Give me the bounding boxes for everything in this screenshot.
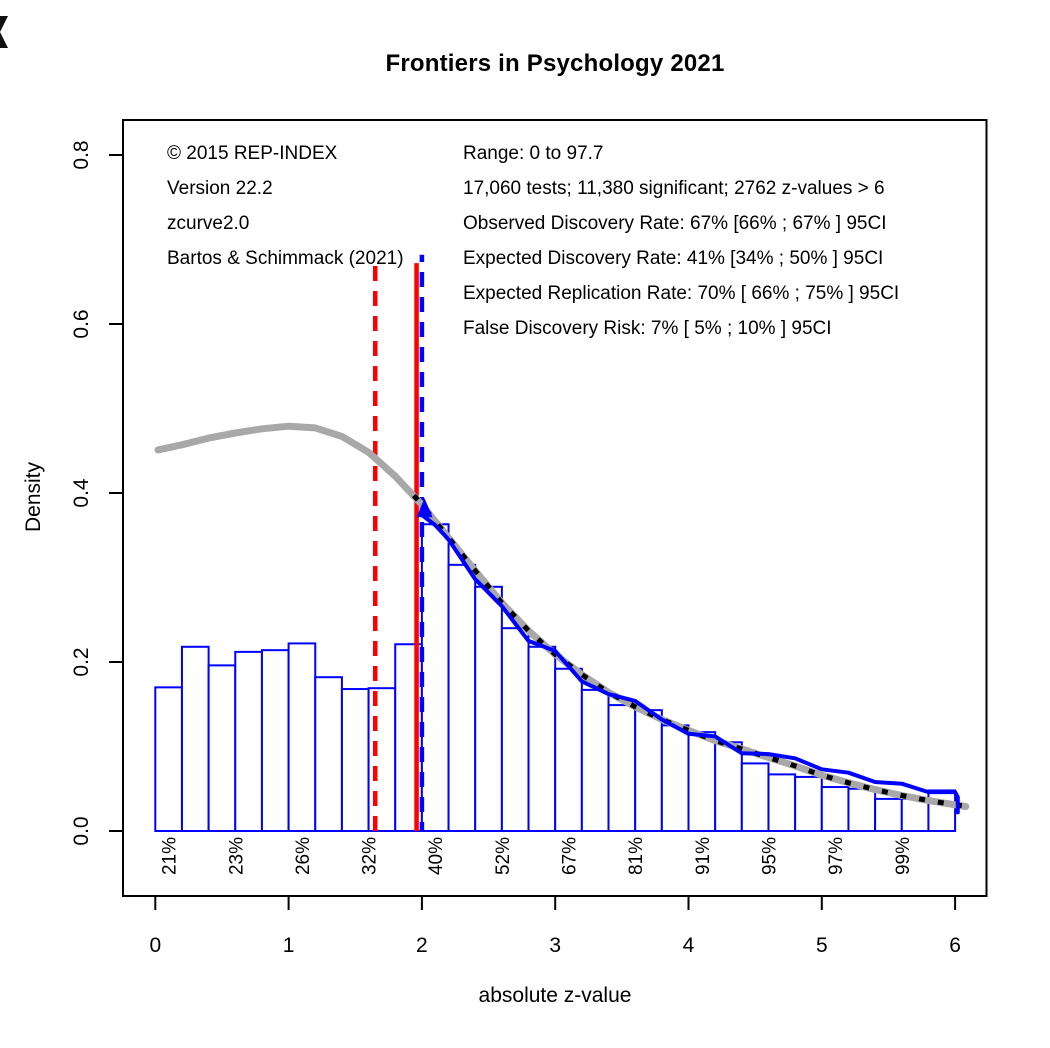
x-axis-tick-label: 1 (282, 934, 295, 957)
stat-test-counts: 17,060 tests; 11,380 significant; 2762 z-values > 6 (463, 178, 885, 199)
power-percent-label: 23% (226, 837, 248, 876)
histogram-bar (315, 677, 342, 831)
y-axis-tick-label: 0.8 (70, 140, 93, 170)
histogram-bar (848, 789, 875, 831)
credits-block (167, 136, 404, 276)
credit-line-zcurve: zcurve2.0 (167, 213, 250, 234)
credit-line-version: Version 22.2 (167, 178, 273, 199)
x-axis-tick-label: 6 (949, 934, 961, 957)
y-axis-tick-label: 0.6 (70, 309, 93, 339)
histogram-bar (289, 643, 316, 831)
stat-expected-replication: Expected Replication Rate: 70% [ 66% ; 75% ] 95CI (463, 283, 900, 304)
histogram-bar (262, 650, 289, 831)
histogram-bar (928, 790, 955, 831)
x-axis-tick-label: 2 (416, 934, 428, 957)
power-percent-label: 97% (826, 837, 848, 876)
y-axis-tick-label: 0.2 (70, 647, 93, 677)
histogram-bar (715, 742, 742, 831)
x-axis-title: absolute z-value (478, 984, 632, 1007)
y-axis-title: Density (22, 461, 45, 533)
stat-expected-discovery: Expected Discovery Rate: 41% [34% ; 50% ] 95CI (463, 248, 884, 269)
stat-range: Range: 0 to 97.7 (463, 143, 604, 164)
stat-observed-discovery: Observed Discovery Rate: 67% [66% ; 67% ] 95CI (463, 213, 887, 234)
histogram-bar (502, 628, 529, 831)
chart-title: Frontiers in Psychology 2021 (385, 50, 725, 77)
power-percent-label: 67% (559, 837, 581, 876)
power-percent-label: 91% (692, 837, 714, 876)
x-axis-tick-label: 0 (149, 934, 162, 957)
power-percent-label: 52% (492, 837, 514, 876)
power-percent-label: 40% (426, 837, 448, 876)
credit-line-citation: Bartos & Schimmack (2021) (167, 248, 404, 269)
histogram-bar (822, 787, 849, 831)
power-percent-label: 81% (626, 837, 648, 876)
histogram-bar (555, 669, 582, 831)
x-axis-tick-label: 3 (549, 934, 562, 957)
histogram-bar (635, 710, 662, 831)
histogram-bar (155, 687, 182, 831)
histogram-bar (475, 587, 502, 831)
histogram-bar (609, 705, 636, 831)
power-percent-label: 32% (359, 837, 381, 876)
x-axis-tick-label: 5 (815, 934, 828, 957)
histogram-bar (689, 732, 716, 831)
power-percent-label: 99% (892, 837, 914, 876)
histogram-bar (529, 647, 556, 831)
histogram-bar (875, 799, 902, 831)
histogram-bar (422, 524, 449, 831)
histogram-bar (742, 763, 769, 831)
histogram-bar (235, 652, 262, 831)
y-axis-tick-label: 0.4 (70, 478, 93, 508)
power-percent-label: 26% (292, 837, 314, 876)
histogram-bar (449, 565, 476, 831)
histogram-bar (582, 690, 609, 831)
y-axis-tick-label: 0.0 (70, 816, 93, 846)
histogram-bar (795, 777, 822, 831)
stat-false-discovery-risk: False Discovery Risk: 7% [ 5% ; 10% ] 95CI (463, 318, 832, 339)
histogram-bar (209, 665, 236, 831)
histogram-bar (662, 725, 689, 831)
histogram-bar (369, 688, 396, 831)
histogram-bar (768, 774, 795, 831)
histogram-bar (902, 799, 929, 831)
histogram-bar (182, 647, 209, 831)
statistics-block (463, 136, 899, 346)
power-percent-label: 21% (159, 837, 181, 876)
x-axis-tick-label: 4 (682, 934, 695, 957)
power-percent-label: 95% (759, 837, 781, 876)
histogram-bar (342, 689, 369, 831)
credit-line-copyright: © 2015 REP-INDEX (167, 143, 338, 164)
